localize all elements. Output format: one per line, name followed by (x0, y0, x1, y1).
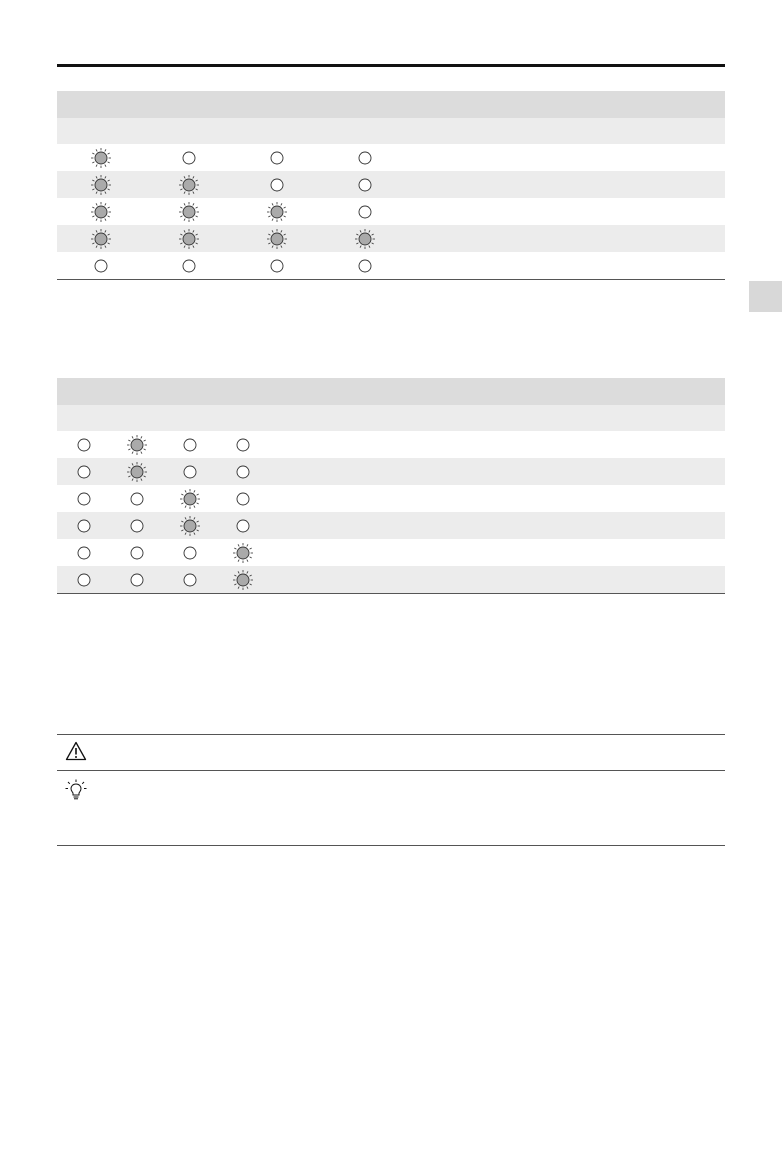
led-off-icon (73, 461, 95, 483)
led-cell (321, 225, 409, 252)
led-off-icon (73, 488, 95, 510)
led-cell (57, 431, 110, 458)
table-row (57, 485, 725, 512)
led-off-icon (179, 434, 201, 456)
description-cell (409, 144, 725, 171)
table-title (57, 378, 725, 405)
led-blinking-icon (232, 542, 254, 564)
led-cell (145, 225, 233, 252)
description-cell (505, 485, 725, 512)
table-row (57, 539, 725, 566)
table-row (57, 566, 725, 594)
description-cell (409, 171, 725, 198)
led-cell (233, 198, 321, 225)
led-blinking-icon (266, 201, 288, 223)
table-row (57, 458, 725, 485)
led-cell (110, 431, 163, 458)
description-cell (505, 539, 725, 566)
led-off-icon (179, 461, 201, 483)
led-cell (163, 539, 216, 566)
table-title (57, 91, 725, 118)
led-off-icon (354, 255, 376, 277)
led-cell (110, 539, 163, 566)
led-off-icon (232, 434, 254, 456)
led-off-icon (232, 488, 254, 510)
led-cell (57, 539, 110, 566)
warning-icon (65, 741, 87, 766)
led-blinking-icon (179, 488, 201, 510)
led-cell (57, 144, 145, 171)
led-cell (216, 566, 269, 594)
warning-notice (57, 734, 725, 771)
led-cell (57, 225, 145, 252)
led-blinking-icon (90, 174, 112, 196)
section-side-tab (749, 281, 782, 312)
led-blinking-icon (178, 201, 200, 223)
led-cell (216, 539, 269, 566)
table-row (57, 198, 725, 225)
description-cell (409, 225, 725, 252)
description-cell (505, 431, 725, 458)
column-header (163, 405, 216, 431)
led-cell (110, 485, 163, 512)
led-cell (145, 144, 233, 171)
led-off-icon (179, 569, 201, 591)
column-header (110, 405, 163, 431)
led-off-icon (266, 255, 288, 277)
led-blinking-icon (178, 228, 200, 250)
table-row (57, 512, 725, 539)
description-cell (269, 485, 505, 512)
column-header (57, 405, 110, 431)
led-cell (233, 171, 321, 198)
led-off-icon (266, 147, 288, 169)
description-cell (505, 512, 725, 539)
led-cell (57, 171, 145, 198)
led-off-icon (178, 255, 200, 277)
led-off-icon (178, 147, 200, 169)
led-cell (145, 252, 233, 280)
led-blinking-icon (266, 228, 288, 250)
led-cell (57, 512, 110, 539)
led-off-icon (90, 255, 112, 277)
led-cell (163, 485, 216, 512)
table-row (57, 225, 725, 252)
led-cell (57, 198, 145, 225)
led-cell (321, 144, 409, 171)
led-cell (57, 566, 110, 594)
description-cell (269, 512, 505, 539)
table-row (57, 144, 725, 171)
led-off-icon (266, 174, 288, 196)
led-off-icon (126, 488, 148, 510)
led-cell (321, 198, 409, 225)
description-cell (269, 566, 505, 594)
description-cell (269, 539, 505, 566)
led-cell (216, 458, 269, 485)
column-header (216, 405, 269, 431)
led-blinking-icon (90, 147, 112, 169)
led-blinking-icon (90, 201, 112, 223)
led-blinking-icon (126, 434, 148, 456)
description-cell (505, 458, 725, 485)
led-cell (233, 144, 321, 171)
column-header (233, 118, 321, 144)
led-blinking-icon (178, 174, 200, 196)
table-row (57, 431, 725, 458)
led-off-icon (354, 147, 376, 169)
led-cell (145, 171, 233, 198)
column-header (145, 118, 233, 144)
led-blinking-icon (126, 461, 148, 483)
led-blinking-icon (179, 515, 201, 537)
led-off-icon (179, 542, 201, 564)
column-header (57, 118, 145, 144)
lightbulb-icon (65, 779, 87, 806)
led-cell (216, 431, 269, 458)
tip-notice (57, 770, 725, 846)
led-off-icon (126, 542, 148, 564)
led-cell (321, 171, 409, 198)
description-cell (269, 458, 505, 485)
column-header (269, 405, 505, 431)
led-cell (216, 512, 269, 539)
led-cell (163, 566, 216, 594)
header-rule (57, 64, 725, 67)
led-blinking-icon (90, 228, 112, 250)
led-off-icon (73, 434, 95, 456)
led-off-icon (232, 461, 254, 483)
led-cell (163, 458, 216, 485)
led-cell (163, 431, 216, 458)
led-status-table (57, 378, 725, 594)
led-off-icon (354, 174, 376, 196)
led-cell (110, 458, 163, 485)
led-blinking-icon (354, 228, 376, 250)
description-cell (269, 431, 505, 458)
led-off-icon (126, 515, 148, 537)
description-cell (505, 566, 725, 594)
description-cell (409, 198, 725, 225)
led-cell (110, 566, 163, 594)
table-row (57, 171, 725, 198)
led-cell (321, 252, 409, 280)
column-header (321, 118, 409, 144)
led-cell (163, 512, 216, 539)
led-cell (216, 485, 269, 512)
led-cell (145, 198, 233, 225)
led-off-icon (126, 569, 148, 591)
led-off-icon (73, 542, 95, 564)
table-row (57, 252, 725, 280)
led-cell (233, 252, 321, 280)
led-cell (57, 485, 110, 512)
led-off-icon (232, 515, 254, 537)
led-off-icon (73, 569, 95, 591)
led-off-icon (354, 201, 376, 223)
led-cell (57, 458, 110, 485)
led-blinking-icon (232, 569, 254, 591)
column-header (505, 405, 725, 431)
description-cell (409, 252, 725, 280)
led-off-icon (73, 515, 95, 537)
led-cell (233, 225, 321, 252)
led-cell (57, 252, 145, 280)
battery-level-table (57, 91, 725, 280)
column-header (409, 118, 725, 144)
led-cell (110, 512, 163, 539)
